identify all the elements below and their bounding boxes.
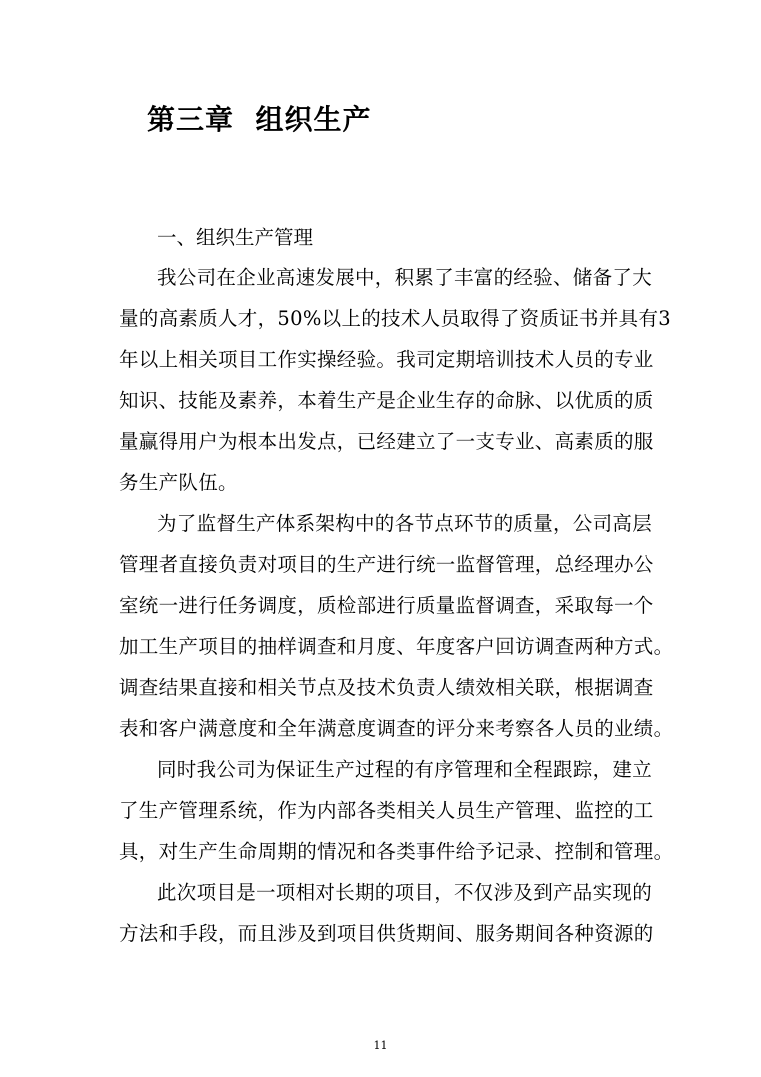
paragraph-line: 量的高素质人才，50%以上的技术人员取得了资质证书并具有3 (119, 307, 671, 330)
paragraph-line: 了生产管理系统，作为内部各类相关人员生产管理、监控的工 (119, 799, 654, 822)
paragraph-line: 我公司在企业高速发展中，积累了丰富的经验、储备了大 (157, 266, 653, 289)
paragraph-line: 加工生产项目的抽样调查和月度、年度客户回访调查两种方式。 (119, 635, 674, 658)
paragraph-line: 知识、技能及素养，本着生产是企业生存的命脉、以优质的质 (119, 389, 654, 412)
chapter-title: 第三章 组织生产 (147, 103, 372, 136)
paragraph-line: 方法和手段，而且涉及到项目供货期间、服务期间各种资源的 (119, 922, 654, 945)
paragraph-line: 具，对生产生命周期的情况和各类事件给予记录、控制和管理。 (119, 840, 674, 863)
paragraph-line: 同时我公司为保证生产过程的有序管理和全程跟踪，建立 (157, 758, 653, 781)
paragraph-line: 管理者直接负责对项目的生产进行统一监督管理，总经理办公 (119, 553, 654, 576)
paragraph-line: 务生产队伍。 (119, 471, 238, 494)
paragraph-line: 为了监督生产体系架构中的各节点环节的质量，公司高层 (157, 512, 653, 535)
paragraph-line: 表和客户满意度和全年满意度调查的评分来考察各人员的业绩。 (119, 717, 674, 740)
paragraph-line: 年以上相关项目工作实操经验。我司定期培训技术人员的专业 (119, 348, 654, 371)
paragraph-line: 调查结果直接和相关节点及技术负责人绩效相关联，根据调查 (119, 676, 654, 699)
paragraph-line: 量赢得用户为根本出发点，已经建立了一支专业、高素质的服 (119, 430, 654, 453)
paragraph-line: 此次项目是一项相对长期的项目，不仅涉及到产品实现的 (157, 881, 653, 904)
section-heading: 一、组织生产管理 (157, 226, 314, 249)
page-number: 11 (373, 1039, 388, 1052)
paragraph-line: 室统一进行任务调度，质检部进行质量监督调查，采取每一个 (119, 594, 654, 617)
